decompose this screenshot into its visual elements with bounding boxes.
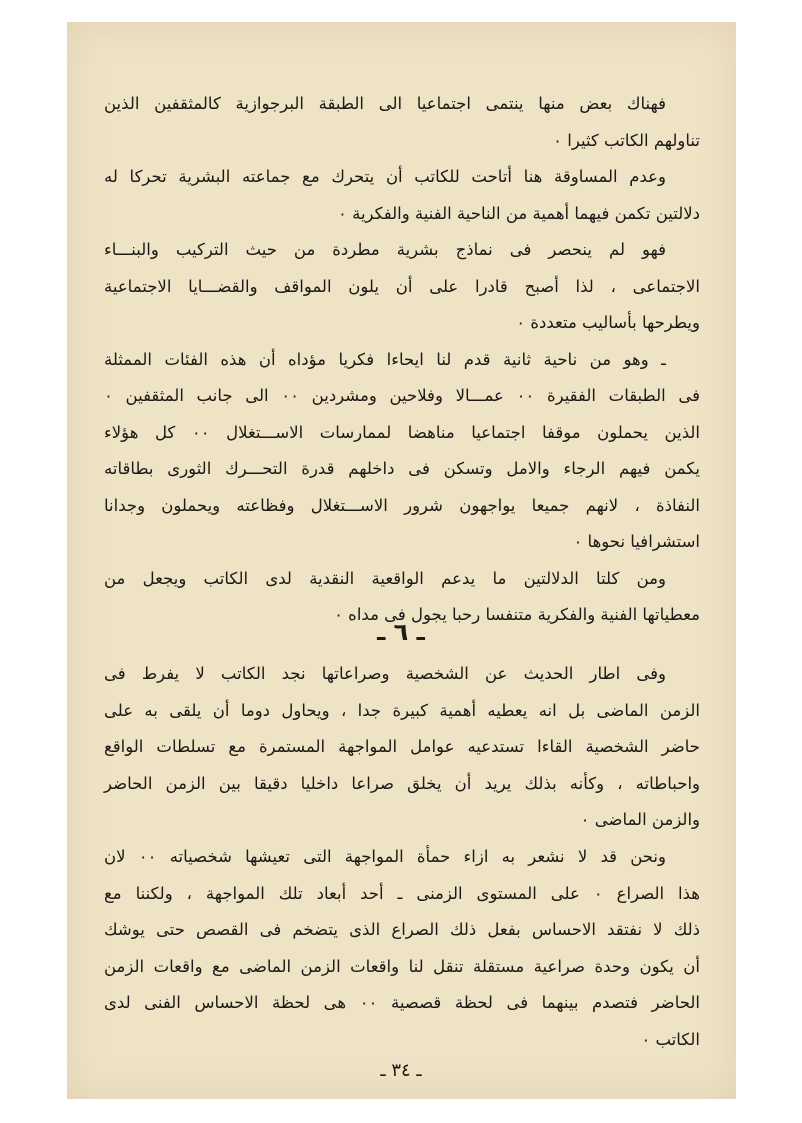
text-block-lower <box>104 656 700 1059</box>
paragraph-line: يكمن فيهم الرجاء والامل وتسكن فى داخلهم قدرة التحـــرك الثورى بطاقاته <box>104 459 700 478</box>
paragraph-line: استشرافيا نحوها ٠ <box>573 532 700 551</box>
section-number: ـ ٦ ـ <box>377 618 425 646</box>
paragraph-line: النفاذة ، لانهم جميعا يواجهون شرور الاســـتغلال وفظاعته ويحملون وجدانا <box>104 495 700 515</box>
paragraph-line: ذلك لا نفتقد الاحساس بفعل ذلك الصراع الذى يتضخم فى القصص حتى يوشك <box>104 920 700 940</box>
paragraph-line: ونحن قد لا نشعر به ازاء حمأة المواجهة التى تعيشها شخصياته ٠٠ لان <box>104 846 666 866</box>
paragraph-line: الزمن الماضى بل انه يعطيه أهمية كبيرة جدا ، ويحاول دوما أن يلقى به على <box>104 700 700 720</box>
paragraph-line: فى الطبقات الفقيرة ٠٠ عمـــالا وفلاحين ومشردين ٠٠ الى جانب المثقفين ٠ <box>104 386 700 405</box>
paragraph-line: والزمن الماضى ٠ <box>580 810 700 830</box>
text-block-upper <box>104 86 700 634</box>
paragraph-line: وعدم المساوقة هنا أتاحت للكاتب أن يتحرك مع جماعته البشرية تحركا له <box>104 167 666 186</box>
paragraph-line: هذا الصراع ٠ على المستوى الزمنى ـ أحد أبعاد تلك المواجهة ، ولكننا مع <box>104 883 701 903</box>
paragraph-line: تناولهم الكاتب كثيرا ٠ <box>553 130 700 150</box>
paragraph-line: ومن كلتا الدلالتين ما يدعم الواقعية النقدية لدى الكاتب ويجعل من <box>104 568 666 588</box>
paragraph-line: فهناك بعض منها ينتمى اجتماعيا الى الطبقة البرجوازية كالمثقفين الذين <box>104 94 666 113</box>
paragraph-line: الاجتماعى ، لذا أصبح قادرا على أن يلون المواقف والقضـــايا الاجتماعية <box>104 276 700 296</box>
page-number: ـ ٣٤ ـ <box>380 1060 422 1081</box>
paragraph-line: معطياتها الفنية والفكرية متنفسا رحبا يجول فى مداه ٠ <box>334 605 700 624</box>
paragraph-line: فهو لم ينحصر فى نماذج بشرية مطردة من حيث التركيب والبنـــاء <box>104 240 666 259</box>
paragraph-line: ويطرحها بأساليب متعددة ٠ <box>516 313 700 332</box>
paragraph-line: أن يكون وحدة صراعية مستقلة تنقل لنا واقعات الزمن الماضى مع واقعات الزمن <box>104 956 700 976</box>
paragraph-line: واحباطاته ، وكأنه بذلك يريد أن يخلق صراعا داخليا دقيقا بين الزمن الحاضر <box>104 773 700 793</box>
paragraph-line: حاضر الشخصية القاءا تستدعيه عوامل المواجهة المستمرة مع تسلطات الواقع <box>104 737 700 757</box>
paragraph-line: ـ وهو من ناحية ثانية قدم لنا ايحاءا فكريا مؤداه أن هذه الفئات الممثلة <box>104 349 666 369</box>
paragraph-line: دلالتين تكمن فيهما أهمية من الناحية الفنية والفكرية ٠ <box>337 203 700 223</box>
paragraph-line: وفى اطار الحديث عن الشخصية وصراعاتها نجد الكاتب لا يفرط فى <box>104 664 666 683</box>
paragraph-line: الحاضر فتصدم بينهما فى لحظة قصصية ٠٠ هى لحظة الاحساس الفنى لدى <box>104 993 700 1013</box>
paragraph-line: الذين يحملون موقفا اجتماعيا مناهضا لممارسات الاســـتغلال ٠٠ كل هؤلاء <box>104 422 700 442</box>
paragraph-line: الكاتب ٠ <box>641 1029 700 1049</box>
